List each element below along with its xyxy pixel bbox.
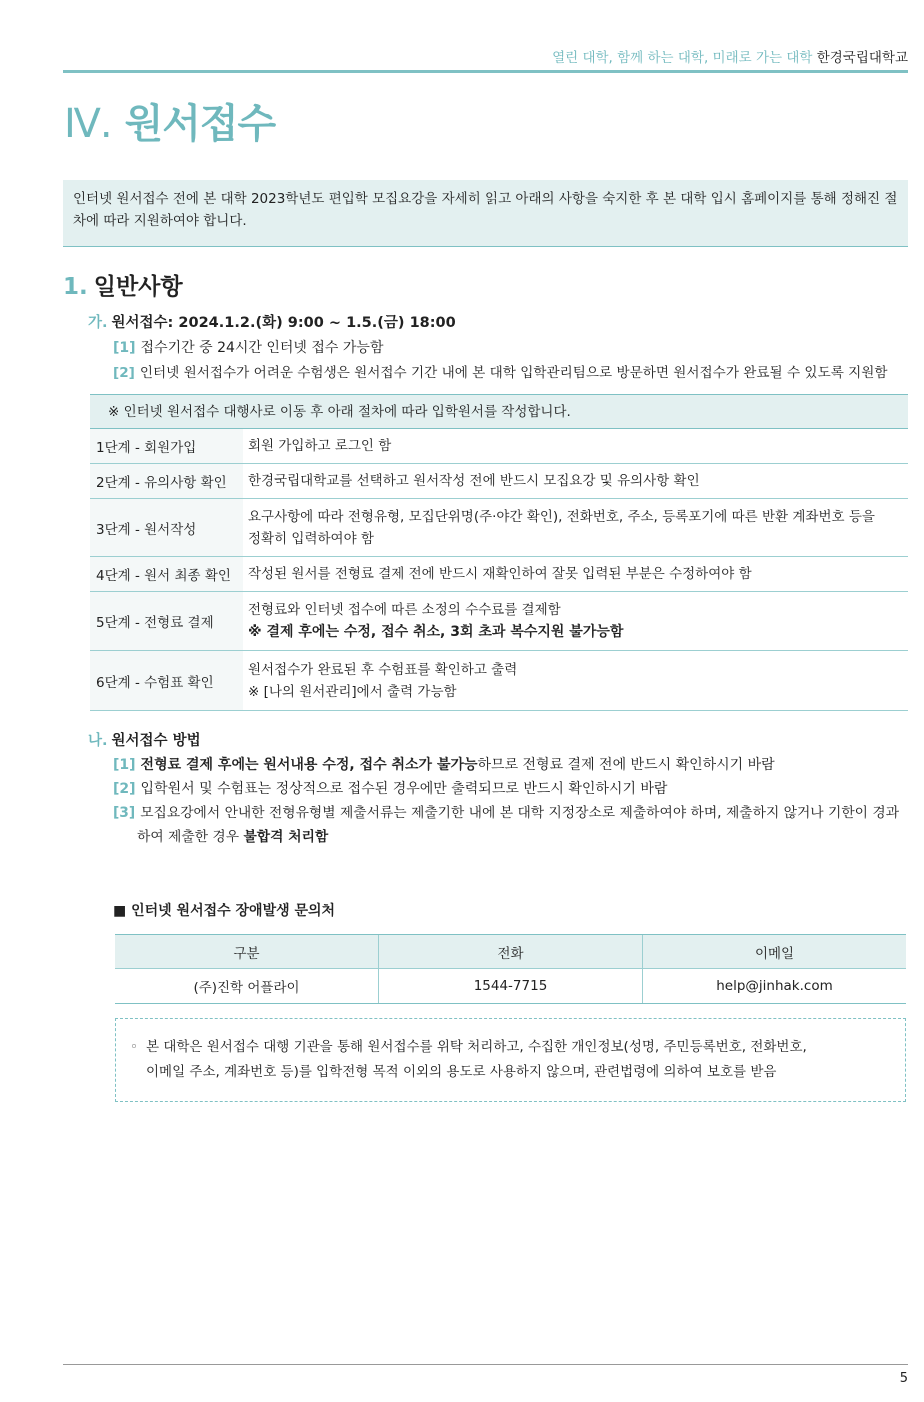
subsection-b-title [88, 729, 201, 750]
item-text: 접수기간 중 24시간 인터넷 접수 가능함 [140, 340, 384, 356]
step-desc-line: 원서접수가 완료된 후 수험표를 확인하고 출력 [248, 661, 518, 678]
header-rule [63, 70, 908, 73]
notice-line: 이메일 주소, 계좌번호 등)를 입학전형 목적 이외의 용도로 사용하지 않으며, 관련법령에 의하여 보호를 받음 [146, 1064, 777, 1080]
item-text: 입학원서 및 수험표는 정상적으로 접수된 경우에만 출력되므로 반드시 확인하시기 바람 [140, 781, 668, 797]
chapter-title [64, 92, 275, 149]
section-number: 1. [63, 274, 88, 300]
slogan-text: 열린 대학, 함께 하는 대학, 미래로 가는 대학 [552, 50, 813, 66]
step-desc-line: 한경국립대학교를 선택하고 원서작성 전에 반드시 모집요강 및 유의사항 확인 [248, 473, 700, 489]
step-desc [243, 592, 908, 650]
item-text: 하므로 전형료 결제 전에 반드시 확인하시기 바람 [477, 757, 775, 773]
contact-org: (주)진학 어플라이 [193, 980, 300, 996]
contact-title: ■ 인터넷 원서접수 장애발생 문의처 [113, 903, 336, 919]
section-name: 일반사항 [93, 274, 183, 300]
item-marker: [1] [113, 757, 136, 773]
chapter-name: 원서접수 [124, 101, 276, 147]
bullet-icon: ◦ [130, 1039, 138, 1055]
step-desc-line: 정확히 입력하여야 함 [248, 530, 374, 547]
table-row [90, 464, 908, 499]
footer-rule [63, 1364, 908, 1365]
steps-header: ※ 인터넷 원서접수 대행사로 이동 후 아래 절차에 따라 입학원서를 작성합니다. [90, 394, 908, 429]
step-desc [243, 499, 908, 556]
step-desc-line: 요구사항에 따라 전형유형, 모집단위명(주·야간 확인), 전화번호, 주소, 등록포기에 따른 반환 계좌번호 등을 [248, 508, 875, 525]
step-label: 4단계 - 원서 최종 확인 [90, 557, 243, 591]
steps-table [90, 394, 908, 711]
page-number: 5 [899, 1371, 908, 1386]
table-row [90, 429, 908, 464]
step-label: 3단계 - 원서작성 [90, 499, 243, 556]
contact-table [115, 934, 906, 1004]
table-row [90, 592, 908, 651]
header-slogan [552, 46, 908, 66]
step-label: 5단계 - 전형료 결제 [90, 592, 243, 650]
step-desc-line: 전형료와 인터넷 접수에 따른 소정의 수수료를 결제함 [248, 602, 561, 618]
item-marker: [3] [113, 805, 136, 821]
column-header: 이메일 [642, 935, 906, 968]
contact-header-row [115, 934, 906, 969]
list-item [113, 778, 667, 798]
list-item [113, 337, 383, 357]
step-desc [243, 464, 908, 498]
table-row [90, 651, 908, 711]
table-row [90, 557, 908, 592]
step-label: 6단계 - 수험표 확인 [90, 651, 243, 710]
intro-box: 인터넷 원서접수 전에 본 대학 2023학년도 편입학 모집요강을 자세히 읽고 아래의 사항을 숙지한 후 본 대학 입시 홈페이지를 통해 정해진 절차에 따라 지원하여야 합니다. [63, 180, 908, 247]
privacy-notice [115, 1018, 906, 1102]
item-marker: [2] [113, 781, 136, 797]
list-item [113, 361, 888, 381]
item-bold-text: 전형료 결제 후에는 원서내용 수정, 접수 취소가 불가능 [140, 757, 478, 773]
step-desc [243, 557, 908, 591]
step-warning: ※ 결제 후에는 수정, 접수 취소, 3회 초과 복수지원 불가능함 [248, 624, 624, 640]
contact-email: help@jinhak.com [642, 969, 906, 1003]
step-desc-line: 작성된 원서를 전형료 결제 전에 반드시 재확인하여 잘못 입력된 부분은 수정하여야 함 [248, 566, 752, 582]
notice-text: 본 대학은 원서접수 대행 기관을 통해 원서접수를 위탁 처리하고, 수집한 개인정보(성명, 주민등록번호, 전화번호, [146, 1039, 807, 1055]
step-desc-line: ※ [나의 원서관리]에서 출력 가능함 [248, 683, 457, 700]
item-marker: [2] [113, 365, 135, 381]
subsection-marker: 나. [88, 733, 108, 749]
step-desc [243, 429, 908, 463]
subsection-text: 원서접수: 2024.1.2.(화) 9:00 ~ 1.5.(금) 18:00 [111, 315, 456, 331]
step-label: 2단계 - 유의사항 확인 [90, 464, 243, 498]
column-header: 전화 [378, 935, 642, 968]
subsection-marker: 가. [88, 315, 108, 331]
notice-line [130, 1035, 891, 1060]
university-name: 한경국립대학교 [816, 50, 908, 66]
list-item [113, 801, 908, 849]
subsection-a-title [88, 311, 456, 332]
item-marker: [1] [113, 340, 136, 356]
table-row [90, 499, 908, 557]
list-item [113, 754, 775, 774]
column-header: 구분 [233, 945, 260, 962]
contact-phone: 1544-7715 [378, 969, 642, 1003]
subsection-text: 원서접수 방법 [111, 733, 201, 749]
table-row [115, 969, 906, 1004]
step-desc [243, 651, 908, 710]
item-text: 모집요강에서 안내한 전형유형별 제출서류는 제출기한 내에 본 대학 지정장소로 제출하여야 하며, 제출하지 않거나 기한이 경과하여 제출한 경우 [137, 805, 900, 845]
item-text: 인터넷 원서접수가 어려운 수험생은 원서접수 기간 내에 본 대학 입학관리팀으로 방문하면 원서접수가 완료될 수 있도록 지원함 [139, 365, 888, 381]
item-bold-text: 불합격 처리함 [243, 829, 329, 845]
step-desc-line: 회원 가입하고 로그인 함 [248, 438, 392, 454]
chapter-number: Ⅳ. [64, 101, 112, 147]
step-label: 1단계 - 회원가입 [90, 429, 243, 463]
section-title [63, 268, 183, 301]
